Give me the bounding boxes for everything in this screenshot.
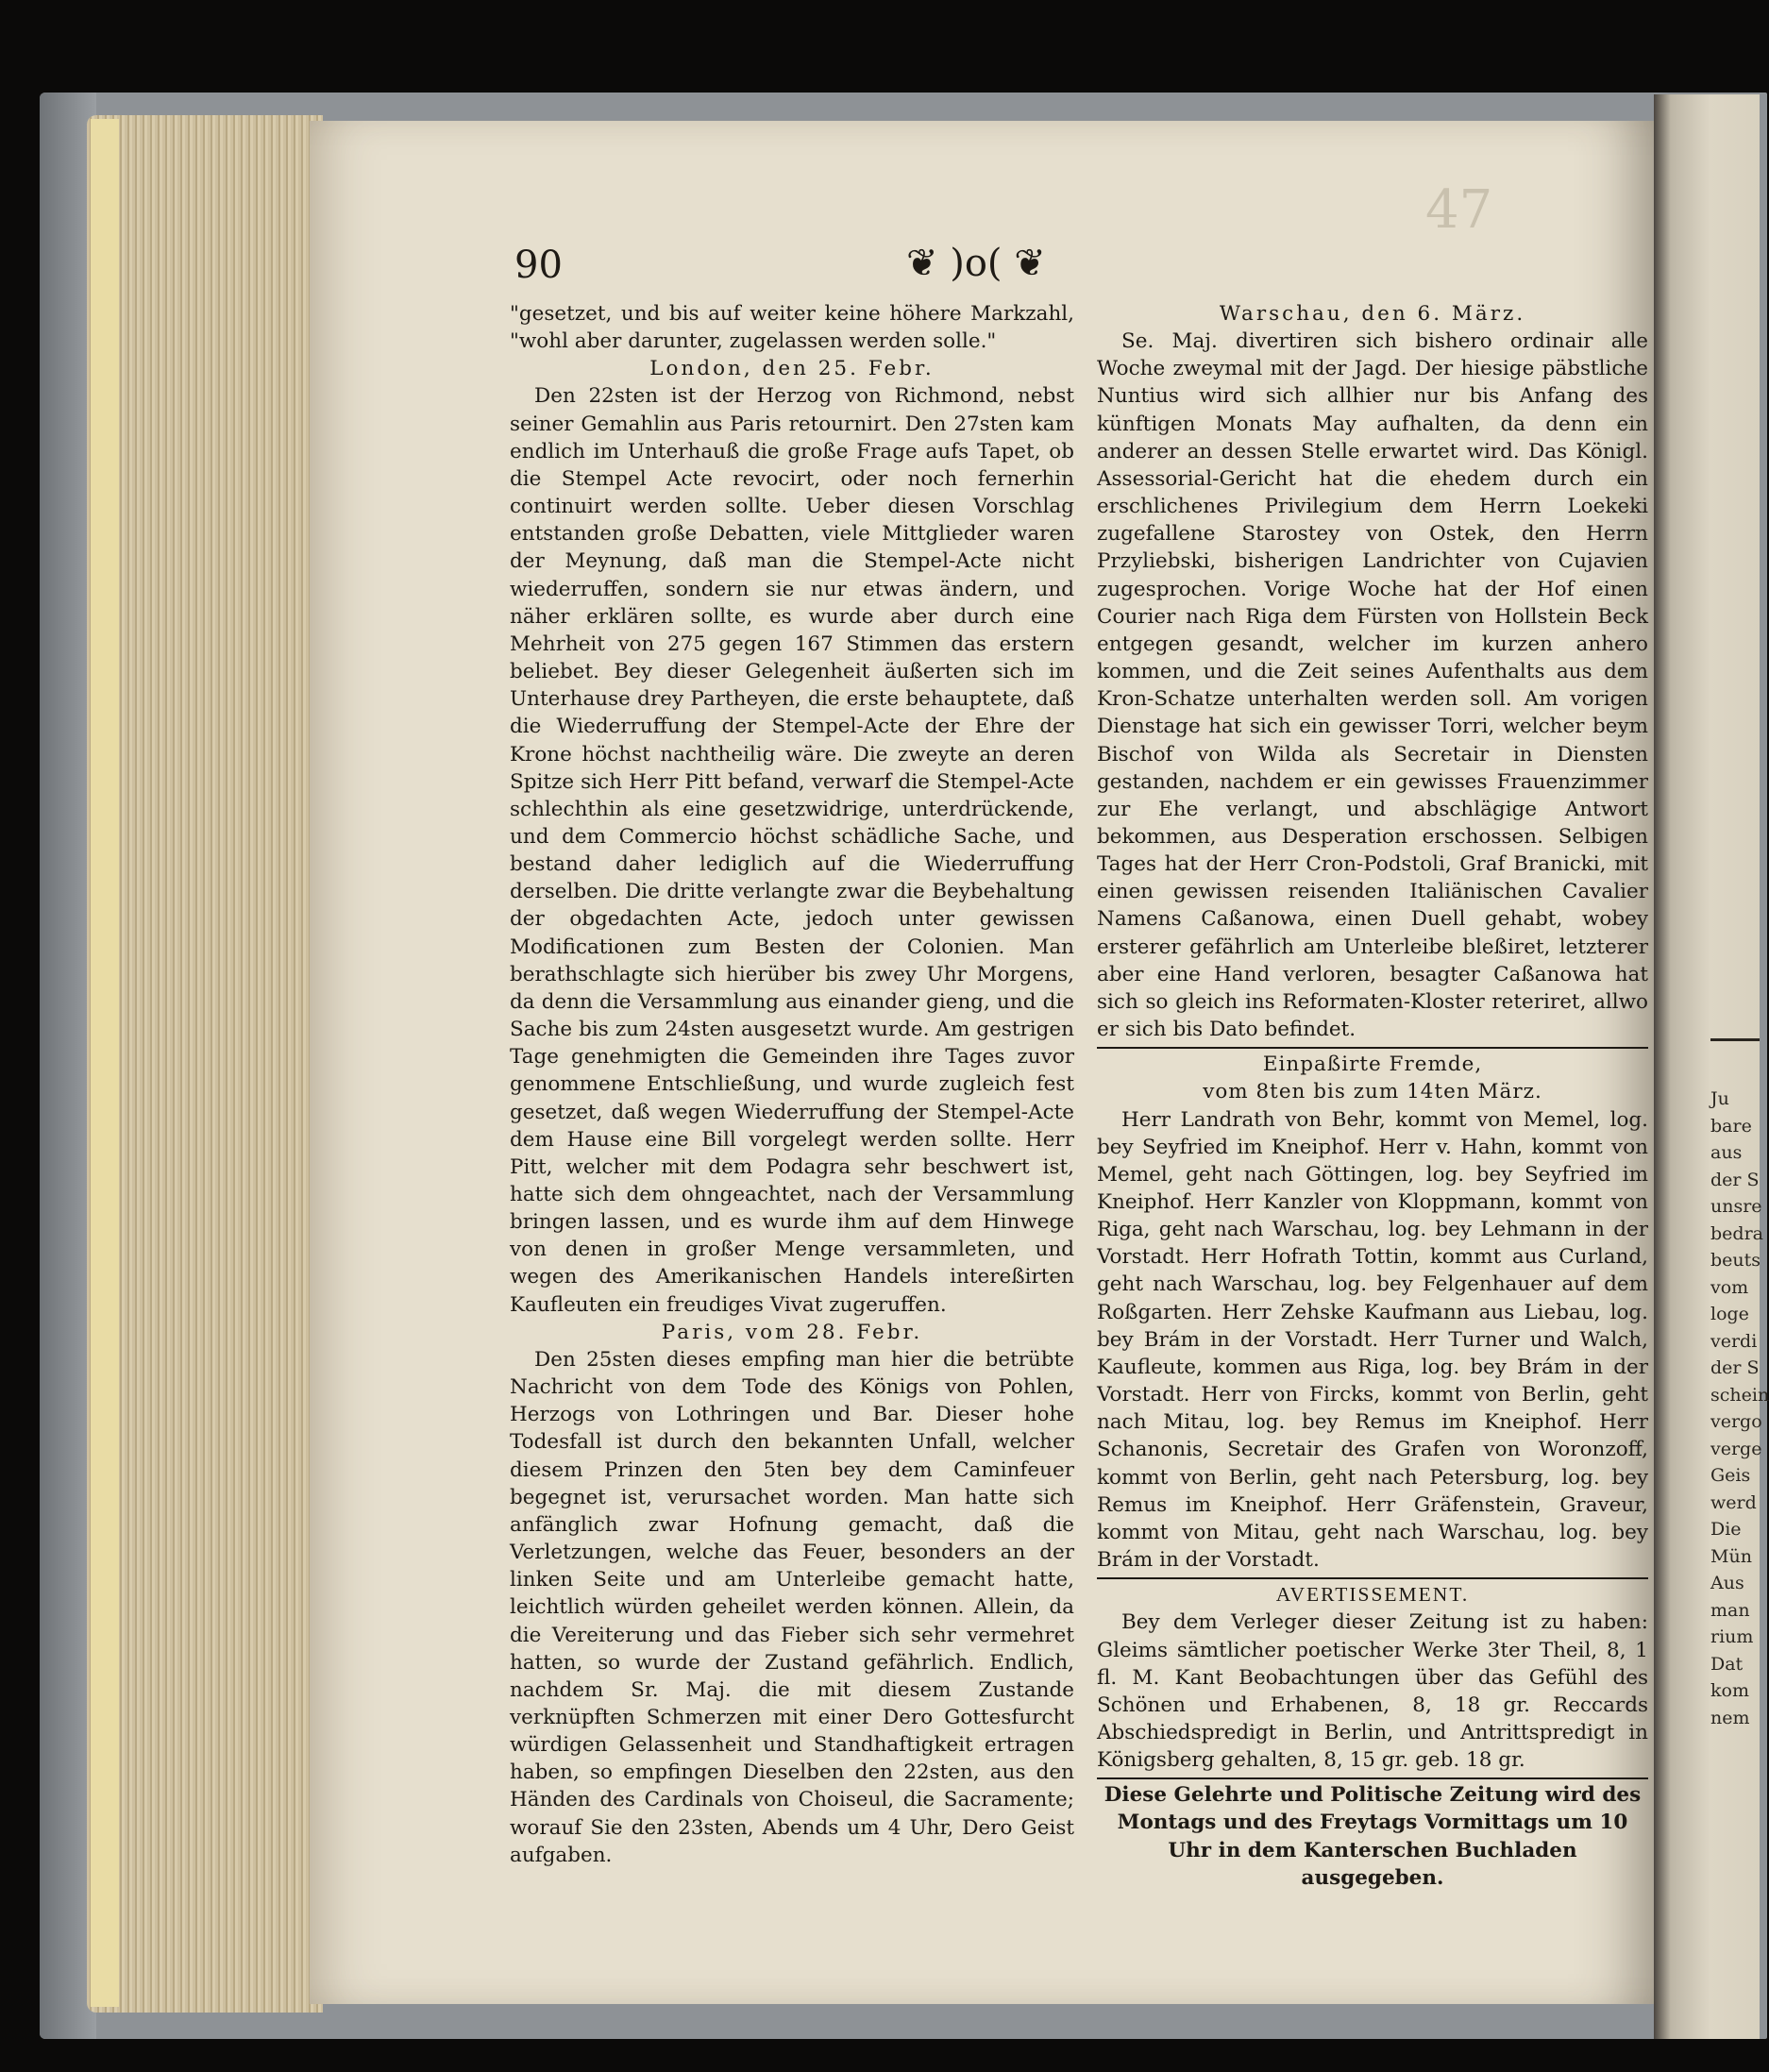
fremde-list: Herr Landrath von Behr, kommt von Memel, log. bey Seyfried im Kneiphof. Herr v. Hahn, kommt von Memel, geht nach Göttingen, log. bey Seyfried im Kneiphof. Herr Kanzler von Kloppmann, kommt von Riga, geht nach Warschau, log. bey Lehmann in der Vorstadt. Herr Hofrath Tottin, kommt aus Curland, geht nach Warschau, log. bey Felgenhauer auf dem Roßgarten. Herr Zehske Kaufmann aus Liebau, log. bey Brám in der Vorstadt. Herr Turner und Walch, Kaufleute, kommen aus Riga, log. bey Brám in der Vorstadt. Herr von Fircks, kommt von Berlin, geht nach Mitau, log. bey Remus im Kneiphof. Herr Schanonis, Secretair des Grafen von Woronzoff, kommt von Berlin, geht nach Petersburg, log. bey Remus im Kneiphof. Herr Gräfenstein, Graveur, kommt von Mitau, geht nach Warschau, log. bey Brám in der Vorstadt. <box>1097 1107 1648 1573</box>
london-heading: London, den 25. Febr. <box>649 357 935 381</box>
next-page-fragment: verge <box>1710 1438 1762 1459</box>
next-page-fragment: vom <box>1710 1276 1749 1298</box>
next-page-fragment: der S <box>1710 1357 1760 1378</box>
next-page-fragment: Mün <box>1710 1545 1752 1567</box>
fremde-heading: Einpaßirte Fremde, <box>1262 1053 1483 1077</box>
page-number: 90 <box>514 244 563 287</box>
next-page-fragment: Die <box>1710 1519 1742 1540</box>
warschau-article: Se. Maj. divertiren sich bishero ordinair alle Woche zweymal mit der Jagd. Der hiesige päbstliche Nuntius wird sich allhier nur bis Anfang des künftigen Monats May aufhalten, da denn ein anderer an dessen Stelle erwartet wird. Das Königl. Assessorial-Gericht hat die ehedem durch ein erschlichenes Privilegium dem Herrn Loekeki zugefallene Starostey von Ostek, den Herrn Przyliebski, bisherigen Landrichter von Cujavien zugesprochen. Vorige Woche hat der Hof einen Courier nach Riga dem Fürsten von Hollstein Beck entgegen gesandt, welcher im kurzen anhero kommen, und die Zeit seines Aufenthalts aus dem Kron-Schatze unterhalten werden soll. Am vorigen Dienstage hat sich ein gewisser Torri, welcher beym Bischof von Wilda als Secretair in Diensten gestanden, nachdem er ein gewisses Frauenzimmer zur Ehe verlangt, und abschlägige Antwort bekommen, aus Desperation erschossen. Selbigen Tages hat der Herr Cron-Podstoli, Graf Branicki, mit einen gewissen reisenden Italiänischen Cavalier Namens Caßanowa, einen Duell gehabt, wobey ersterer gefährlich am Unterleibe bleßiret, letzterer aber eine Hand verloren, besagter Caßanowa hat sich so gleich ins Reformaten-Kloster reteriret, allwo er sich bis Dato befindet. <box>1097 329 1648 1042</box>
next-page-fragment: Aus <box>1710 1573 1744 1593</box>
london-article: Den 22sten ist der Herzog von Richmond, nebst seiner Gemahlin aus Paris retournirt. Den 27sten kam endlich im Unterhauß die große Frage aufs Tapet, ob die Stempel Acte revocirt, oder noch fernerhin continuirt werden sollte. Ueber diesen Vorschlag entstanden große Debatten, viele Mittglieder waren der Meynung, daß man die Stempel-Acte nicht wiederruffen, sondern sie nur etwas ändern, und näher erklären sollte, es wurde aber durch eine Mehrheit von 275 gegen 167 Stimmen das erstern beliebet. Bey dieser Gelegenheit äußerten sich im Unterhause drey Partheyen, die erste behauptete, daß die Wiederruffung der Stempel-Acte der Ehre der Krone höchst nachtheilig wäre. Die zweyte an deren Spitze sich Herr Pitt befand, verwarf die Stempel-Acte schlechthin als eine gesetzwidrige, unterdrückende, und dem Commercio höchst schädliche Sache, und bestand daher lediglich auf die Wiederruffung derselben. Die dritte verlangte zwar die Beybehaltung der obgedachten Acte, jedoch unter gewissen Modificationen zum Besten der Colonien. Man berathschlagte sich hierüber bis zwey Uhr Morgens, da denn die Versammlung aus einander gieng, und die Sache bis zum 24sten ausgesetzt wurde. Am gestrigen Tage genehmigten die Gemeinden ihre Tages zuvor genommene Entschließung, und wurde zugleich fest gesetzet, daß wegen Wiederruffung der Stempel-Acte dem Hause eine Bill vorgelegt werden sollte. Herr Pitt, welcher mit dem Podagra sehr beschwert ist, hatte sich dem ohngeachtet, nach der Versammlung bringen lassen, und es wurde ihm auf dem Hinwege von denen in großer Menge versammleten, und wegen des Amerikanischen Handels intereßirten Kaufleuten ein freudiges Vivat zugeruffen. <box>510 384 1074 1317</box>
paris-heading: Paris, vom 28. Febr. <box>661 1320 923 1344</box>
section-divider <box>1097 1047 1648 1049</box>
next-page-fragment: Dat <box>1710 1653 1744 1675</box>
next-page-fragment: schein <box>1710 1384 1769 1406</box>
avertissement-text: Bey dem Verleger dieser Zeitung ist zu haben: Gleims sämtlicher poetischer Werke 3ter Theil, 8, 1 fl. M. Kant Beobachtungen über das Gefühl des Schönen und Erhabenen, 8, 18 gr. Reccards Abschiedspredigt in Berlin, und Antrittspredigt in Königsberg gehalten, 8, 15 gr. geb. 18 gr. <box>1097 1610 1648 1773</box>
publication-note: Diese Gelehrte und Politische Zeitung wird des Montags und des Freytags Vormittags um 10 Uhr in dem Kanterschen Buchladen ausgegeben. <box>1104 1783 1642 1890</box>
fremde-subheading: vom 8ten bis zum 14ten März. <box>1203 1080 1542 1104</box>
faded-page-number: 47 <box>1425 179 1493 241</box>
next-page-fragment: der S <box>1710 1169 1760 1190</box>
section-divider <box>1097 1777 1648 1779</box>
next-page-rule <box>1710 1038 1760 1041</box>
intro-text: "gesetzet, und bis auf weiter keine höhere Markzahl, "wohl aber darunter, zugelassen werden solle." <box>510 302 1074 354</box>
next-page-fragment: Geis <box>1710 1465 1751 1486</box>
page-edge-strip <box>91 119 119 2007</box>
next-page-fragment: rium <box>1710 1626 1754 1647</box>
next-page-fragment: aus <box>1710 1142 1743 1163</box>
avertissement-heading: AVERTISSEMENT. <box>1275 1583 1470 1607</box>
next-page-fragment: beuts <box>1710 1250 1761 1271</box>
left-column <box>510 300 1074 1869</box>
right-column <box>1097 300 1648 1892</box>
next-page-fragment: nem <box>1710 1707 1750 1728</box>
next-page-fragment: unsre <box>1710 1196 1762 1217</box>
paris-article: Den 25sten dieses empfing man hier die betrübte Nachricht von dem Tode des Königs von Pohlen, Herzogs von Lothringen und Bar. Dieser hohe Todesfall ist durch den bekannten Unfall, welcher diesem Prinzen den 5ten bey dem Caminfeuer begegnet ist, verursachet worden. Man hatte sich anfänglich zwar Hofnung gemacht, daß die Verletzungen, welche das Feuer, besonders an der linken Seite und am Unterleibe gemacht hatte, leichtlich würden geheilet werden können. Allein, da die Vereiterung und das Fieber sich sehr vermehret hatten, so wurde der Zustand gefährlich. Endlich, nachdem Sr. Maj. die mit diesem Zustande verknüpften Schmerzen mit einer Dero Gottesfurcht würdigen Gelassenheit und Standhaftigkeit ertragen haben, so empfingen Dieselben den 22sten, aus den Händen des Cardinals von Choiseul, die Sacramente; worauf Sie den 23sten, Abends um 4 Uhr, Dero Geist aufgaben. <box>510 1347 1074 1867</box>
next-page-fragment: bare <box>1710 1115 1752 1137</box>
next-page-fragment: Ju <box>1710 1088 1729 1109</box>
next-page-fragment: man <box>1710 1599 1750 1621</box>
warschau-heading: Warschau, den 6. März. <box>1219 302 1526 326</box>
next-page-fragment: bedra <box>1710 1222 1763 1244</box>
next-page-fragment: werd <box>1710 1491 1757 1513</box>
page-edges <box>87 115 323 2013</box>
next-page-fragment: verdi <box>1710 1330 1758 1352</box>
next-page-fragment: vergo <box>1710 1411 1762 1432</box>
next-page-fragment: loge <box>1710 1304 1749 1324</box>
section-divider <box>1097 1577 1648 1579</box>
next-page <box>1654 94 1769 2039</box>
next-page-text <box>1710 1086 1769 1731</box>
next-page-fragment: kom <box>1710 1680 1749 1701</box>
ornament-icon: ❦ )o( ❦ <box>906 242 1046 285</box>
